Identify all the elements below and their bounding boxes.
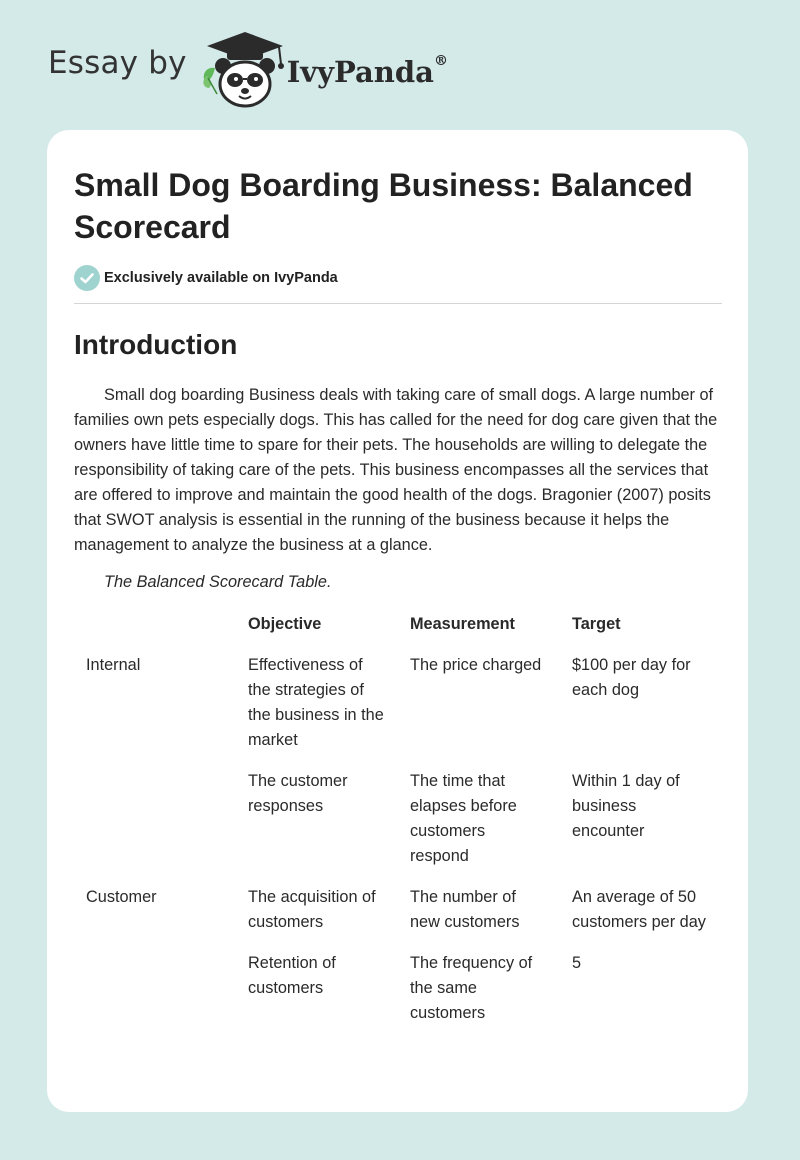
table-header-cell: Measurement: [410, 615, 515, 633]
table-cell: Retention of customers: [248, 954, 336, 997]
table-cell: The customer responses: [248, 772, 348, 815]
table-cell: The acquisition of customers: [248, 888, 376, 931]
brand-header: [48, 30, 448, 110]
table-row: [74, 951, 722, 1042]
section-heading: Introduction: [74, 329, 238, 360]
table-cell: Effectiveness of the strategies of the business in the market: [248, 656, 384, 749]
page-title: Small Dog Boarding Business: Balanced Scorecard: [74, 167, 693, 245]
exclusive-badge: [74, 265, 722, 291]
balanced-scorecard-table: [74, 612, 722, 1042]
table-header-cell: [74, 612, 236, 653]
table-cell: [74, 951, 236, 1042]
exclusive-badge-label: Exclusively available on IvyPanda: [104, 270, 338, 286]
table-cell: An average of 50 customers per day: [572, 888, 706, 931]
table-cell: The number of new customers: [410, 888, 520, 931]
essay-card: [47, 130, 748, 1112]
intro-paragraph: Small dog boarding Business deals with taking care of small dogs. A large number of families own pets especially dogs. This has called for the need for dog care given that the owners have little time to spare for their pets. The households are willing to delegate the responsibility of taking care of the pets. This business encompasses all the services that are offered to improve and maintain the good health of the dogs. Bragonier (2007) posits that SWOT analysis is essential in the running of the business because it helps the management to analyze the business at a glance.: [74, 386, 718, 554]
table-row: [74, 769, 722, 885]
table-cell: 5: [572, 954, 582, 972]
table-cell: $100 per day for each dog: [572, 656, 691, 699]
table-header-cell: Target: [572, 615, 621, 633]
table-cell: The time that elapses before customers respond: [410, 772, 517, 865]
table-cell: The frequency of the same customers: [410, 954, 533, 1022]
brand-prefix: Essay by: [48, 45, 187, 81]
panda-logo-icon: [199, 30, 291, 110]
table-cell: Customer: [86, 888, 157, 906]
table-row: [74, 885, 722, 951]
table-row: [74, 653, 722, 769]
table-cell: The price charged: [410, 656, 542, 674]
table-cell: Within 1 day of business encounter: [572, 772, 680, 840]
table-header-cell: Objective: [248, 615, 322, 633]
table-caption: The Balanced Scorecard Table.: [104, 573, 332, 591]
divider: [74, 303, 722, 304]
table-header-row: [74, 612, 722, 653]
table-cell: Internal: [86, 656, 141, 674]
table-cell: [74, 769, 236, 885]
brand-name: IvyPanda®: [286, 53, 448, 89]
check-circle-icon: [74, 265, 100, 291]
